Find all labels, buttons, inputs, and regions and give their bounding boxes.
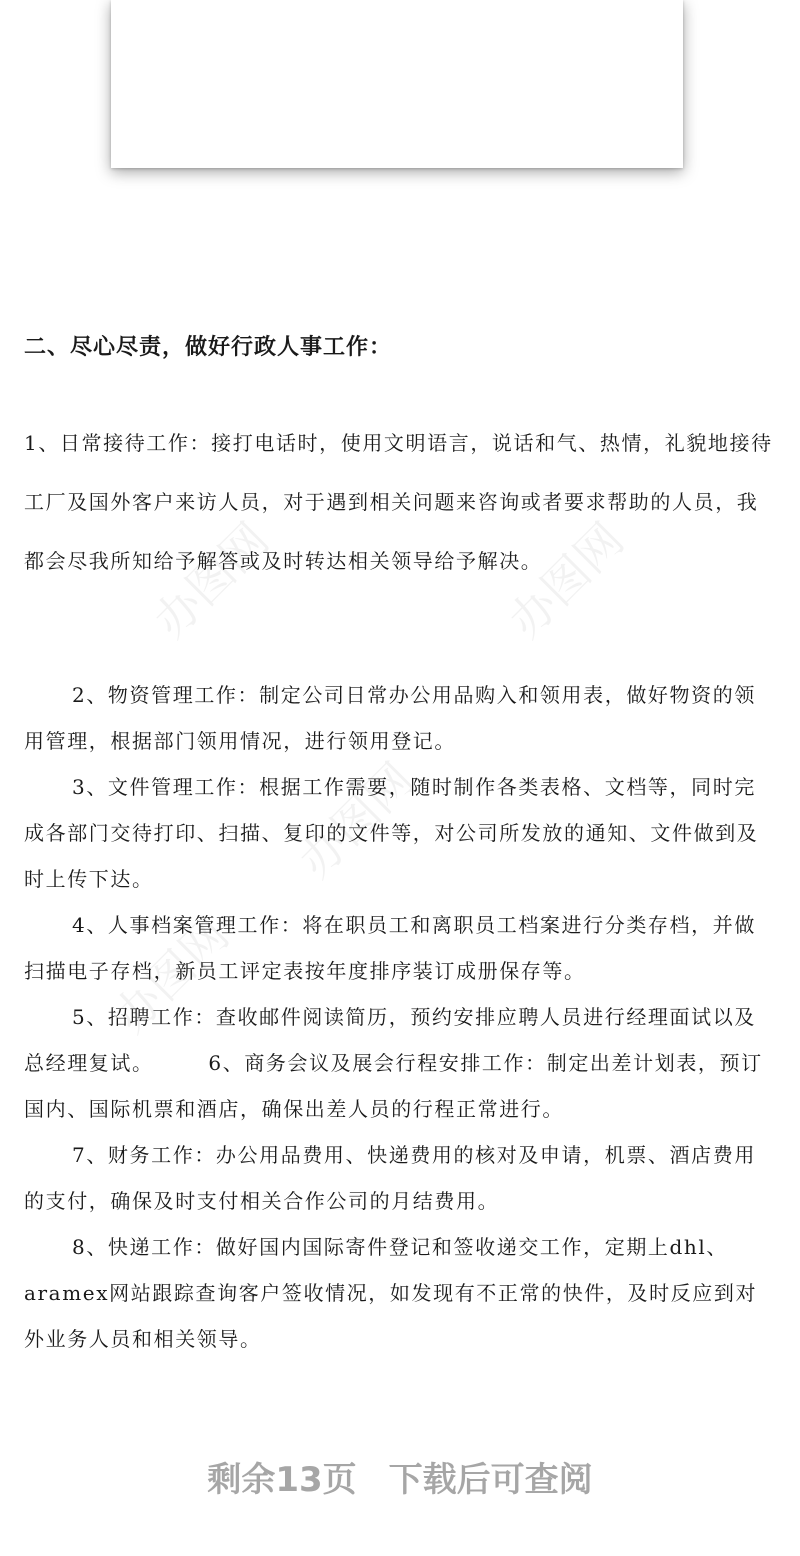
watermark: 办图网	[498, 512, 635, 649]
paragraph-group	[24, 672, 776, 1362]
previous-page-preview	[111, 0, 683, 168]
section-heading: 二、尽心尽责，做好行政人事工作：	[24, 335, 393, 360]
paragraph-reception: 1、日常接待工作：接打电话时，使用文明语言，说话和气、热情，礼貌地接待工厂及国外客户来访人员，对于遇到相关问题来咨询或者要求帮助的人员，我都会尽我所知给予解答或及时转达相关领导给予解决。	[24, 431, 773, 573]
paragraph-recruitment: 5、招聘工作：查收邮件阅读简历，预约安排应聘人员进行经理面试以及总经理复试。 6、商务会议及展会行程安排工作：制定出差计划表，预订国内、国际机票和酒店，确保出差人员的行程正常进行。	[24, 1005, 763, 1121]
paragraph-finance: 7、财务工作：办公用品费用、快递费用的核对及申请，机票、酒店费用的支付，确保及时支付相关合作公司的月结费用。	[24, 1143, 756, 1213]
remaining-pages-label: 剩余13页	[207, 1460, 357, 1500]
watermark: 办图网	[288, 752, 425, 889]
download-to-view-label: 下载后可查阅	[388, 1460, 593, 1500]
paragraph-personnel-files: 4、人事档案管理工作：将在职员工和离职员工档案进行分类存档，并做扫描电子存档，新员工评定表按年度排序装订成册保存等。	[24, 913, 756, 983]
download-prompt-button[interactable]	[0, 1452, 800, 1501]
watermark: 办图网	[103, 907, 240, 1044]
paragraph-courier: 8、快递工作：做好国内国际寄件登记和签收递交工作，定期上dhl、aramex网站跟踪查询客户签收情况，如发现有不正常的快件，及时反应到对外业务人员和相关领导。	[24, 1235, 758, 1351]
paragraph-supplies: 2、物资管理工作：制定公司日常办公用品购入和领用表，做好物资的领用管理，根据部门领用情况，进行领用登记。	[24, 683, 756, 753]
watermark: 办图网	[143, 512, 280, 649]
paragraph-documents: 3、文件管理工作：根据工作需要，随时制作各类表格、文档等，同时完成各部门交待打印、扫描、复印的文件等，对公司所发放的通知、文件做到及时上传下达。	[24, 775, 759, 891]
